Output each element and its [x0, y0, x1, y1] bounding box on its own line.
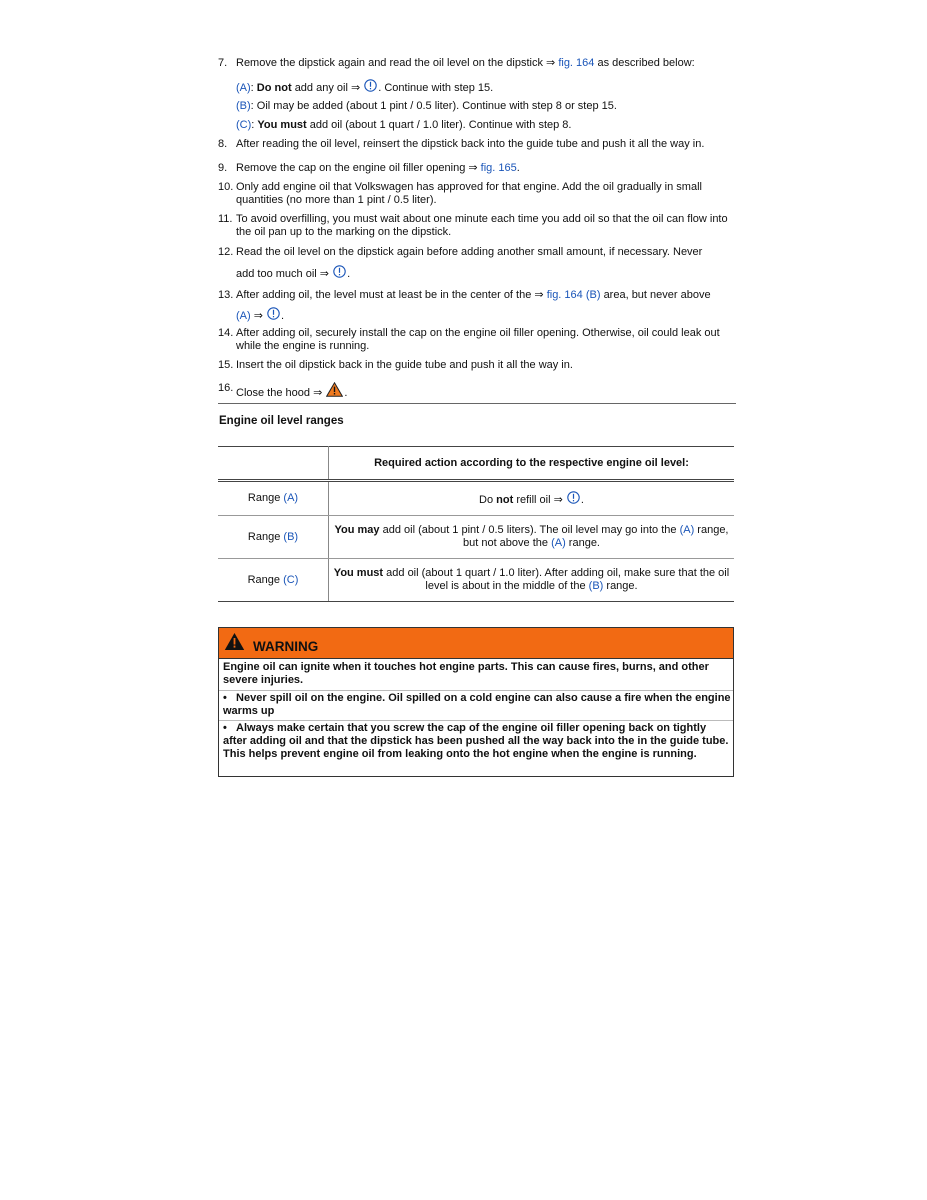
info-circle-icon[interactable]: [333, 265, 346, 278]
colon: :: [250, 82, 254, 94]
step-number: 7.: [218, 57, 228, 69]
period: .: [281, 310, 285, 322]
range-label: Range: [247, 492, 281, 504]
period: .: [580, 493, 584, 506]
warning-bullet-item: [223, 692, 731, 718]
table-header-row: [218, 447, 734, 481]
range-letter: (A): [679, 524, 695, 536]
info-circle-icon[interactable]: [267, 307, 280, 320]
colon: :: [251, 119, 255, 131]
sub-text: add any oil: [294, 82, 348, 94]
step-text: To avoid overfilling, you must wait about one minute each time you add oil so that the oil can flow into the oil pan up to the marking on the dipstick.: [236, 213, 728, 238]
step-text: Only add engine oil that Volkswagen has approved for that engine. Add the oil gradually in small quantities (no more than 1 pint / 0.5 liter).: [236, 181, 702, 206]
range-label-cell: [218, 516, 329, 559]
step-text: Remove the cap on the engine oil filler opening: [236, 162, 466, 174]
action-text: add oil (about 1 quart / 1.0 liter). After adding oil, make sure that the oil level is about in the middle of the: [386, 567, 730, 592]
step-number: 13.: [218, 289, 234, 301]
table-header-cell: Required action according to the respective engine oil level:: [329, 447, 735, 481]
action-text: range.: [568, 537, 600, 549]
emphasis: You may: [334, 524, 380, 536]
warning-bullet-item: [223, 722, 731, 761]
step-number: 15.: [218, 359, 234, 371]
arrow-symbol: ⇒: [553, 493, 563, 506]
action-cell: [329, 516, 735, 559]
bullet: •: [223, 722, 227, 734]
range-letter: (C): [283, 573, 299, 586]
warning-divider: [219, 720, 733, 721]
warning-title: WARNING: [253, 639, 319, 654]
table-row: [218, 559, 734, 602]
step-text: area, but never above: [603, 289, 711, 301]
warning-triangle-icon: [224, 632, 245, 651]
warning-box: [218, 627, 734, 777]
arrow-symbol: ⇒: [468, 162, 478, 174]
sub-item-a: [236, 79, 736, 95]
section-title: Engine oil level ranges: [219, 415, 344, 427]
arrow-symbol: ⇒: [350, 82, 361, 94]
range-letter: (A): [283, 492, 299, 504]
range-label-cell: [218, 481, 329, 516]
bullet: •: [223, 692, 227, 704]
table-row: [218, 516, 734, 559]
range-label: Range: [247, 573, 281, 586]
range-letter: (B): [588, 580, 604, 592]
range-letter: (A): [551, 537, 566, 549]
step-text: add too much oil: [236, 268, 317, 280]
action-text: add oil (about 1 pint / 0.5 liters). The oil level may go into the: [382, 524, 677, 536]
figure-link[interactable]: fig. 164 (B): [546, 289, 601, 301]
range-letter: (B): [236, 100, 251, 112]
period: .: [347, 268, 351, 280]
step-text: as described below:: [597, 57, 695, 69]
warning-header: [219, 628, 733, 659]
step-text: Remove the dipstick again and read the oil level on the dipstick: [236, 57, 543, 69]
range-letter: (A): [236, 82, 251, 94]
range-label-cell: [218, 559, 329, 602]
emphasis: You must: [257, 119, 307, 131]
info-circle-icon[interactable]: [364, 79, 377, 92]
arrow-symbol: ⇒: [319, 268, 329, 280]
arrow-symbol: ⇒: [253, 310, 263, 322]
figure-link[interactable]: fig. 165: [480, 162, 517, 174]
emphasis: You must: [333, 567, 384, 579]
warning-bullet-text: Always make certain that you screw the cap of the engine oil filler opening back on tightly after adding oil and that the dipstick has been pushed all the way back into the in the guide tube. This helps prevent engine oil from leaking onto the hot engine when the engine is running.: [223, 722, 729, 760]
step-number: 8.: [218, 138, 228, 150]
table-header-empty: [218, 447, 329, 481]
sub-text: add oil (about 1 quart / 1.0 liter). Continue with step 8.: [309, 119, 572, 131]
period: .: [516, 162, 520, 174]
step-text: After adding oil, the level must at least be in the center of the: [236, 289, 532, 301]
sub-text: : Oil may be added (about 1 pint / 0.5 liter). Continue with step 8 or step 15.: [250, 100, 617, 112]
step-number: 12.: [218, 246, 234, 258]
step-text: Close the hood: [236, 387, 310, 399]
range-letter: (B): [283, 530, 299, 543]
range-letter: (A): [236, 310, 251, 322]
warning-bullet-text: Never spill oil on the engine. Oil spilled on a cold engine can also cause a fire when the engine warms up: [223, 692, 731, 717]
step-number: 9.: [218, 162, 228, 174]
table-row: [218, 481, 734, 516]
action-cell: [329, 481, 735, 516]
sub-text: . Continue with step 15.: [378, 82, 494, 94]
step-text: After reading the oil level, reinsert the dipstick back into the guide tube and push it all the way in.: [236, 138, 705, 150]
arrow-symbol: ⇒: [546, 57, 556, 69]
arrow-symbol: ⇒: [313, 387, 323, 399]
info-circle-icon[interactable]: [567, 491, 580, 504]
step-number: 16.: [218, 382, 234, 394]
warning-divider: [219, 690, 733, 691]
action-text: range, but not above the: [462, 524, 729, 549]
action-text: Do: [479, 493, 494, 506]
action-cell: [329, 559, 735, 602]
step-number: 10.: [218, 181, 234, 193]
step-text: Read the oil level on the dipstick again before adding another small amount, if necessary. Never: [236, 246, 703, 258]
arrow-symbol: ⇒: [534, 289, 544, 301]
sub-item-b: [236, 100, 736, 113]
step-text: After adding oil, securely install the cap on the engine oil filler opening. Otherwise, oil could leak out while the engine is running.: [236, 327, 720, 352]
sub-item-c: [236, 119, 736, 132]
oil-level-table: [218, 446, 734, 602]
action-text: refill oil: [516, 493, 551, 506]
range-label: Range: [247, 530, 281, 543]
step-text: Insert the oil dipstick back in the guide tube and push it all the way in.: [236, 359, 573, 371]
emphasis: Do not: [256, 82, 292, 94]
emphasis: not: [496, 493, 514, 506]
range-letter: (C): [236, 119, 252, 131]
step-number: 11.: [218, 213, 233, 225]
action-text: range.: [606, 580, 638, 592]
period: .: [344, 387, 348, 399]
warning-paragraph: Engine oil can ignite when it touches hot engine parts. This can cause fires, burns, and other severe injuries.: [223, 661, 709, 686]
section-divider: [218, 403, 736, 404]
step-number: 14.: [218, 327, 234, 339]
figure-link[interactable]: fig. 164: [558, 57, 595, 69]
warning-triangle-icon[interactable]: [326, 382, 343, 397]
